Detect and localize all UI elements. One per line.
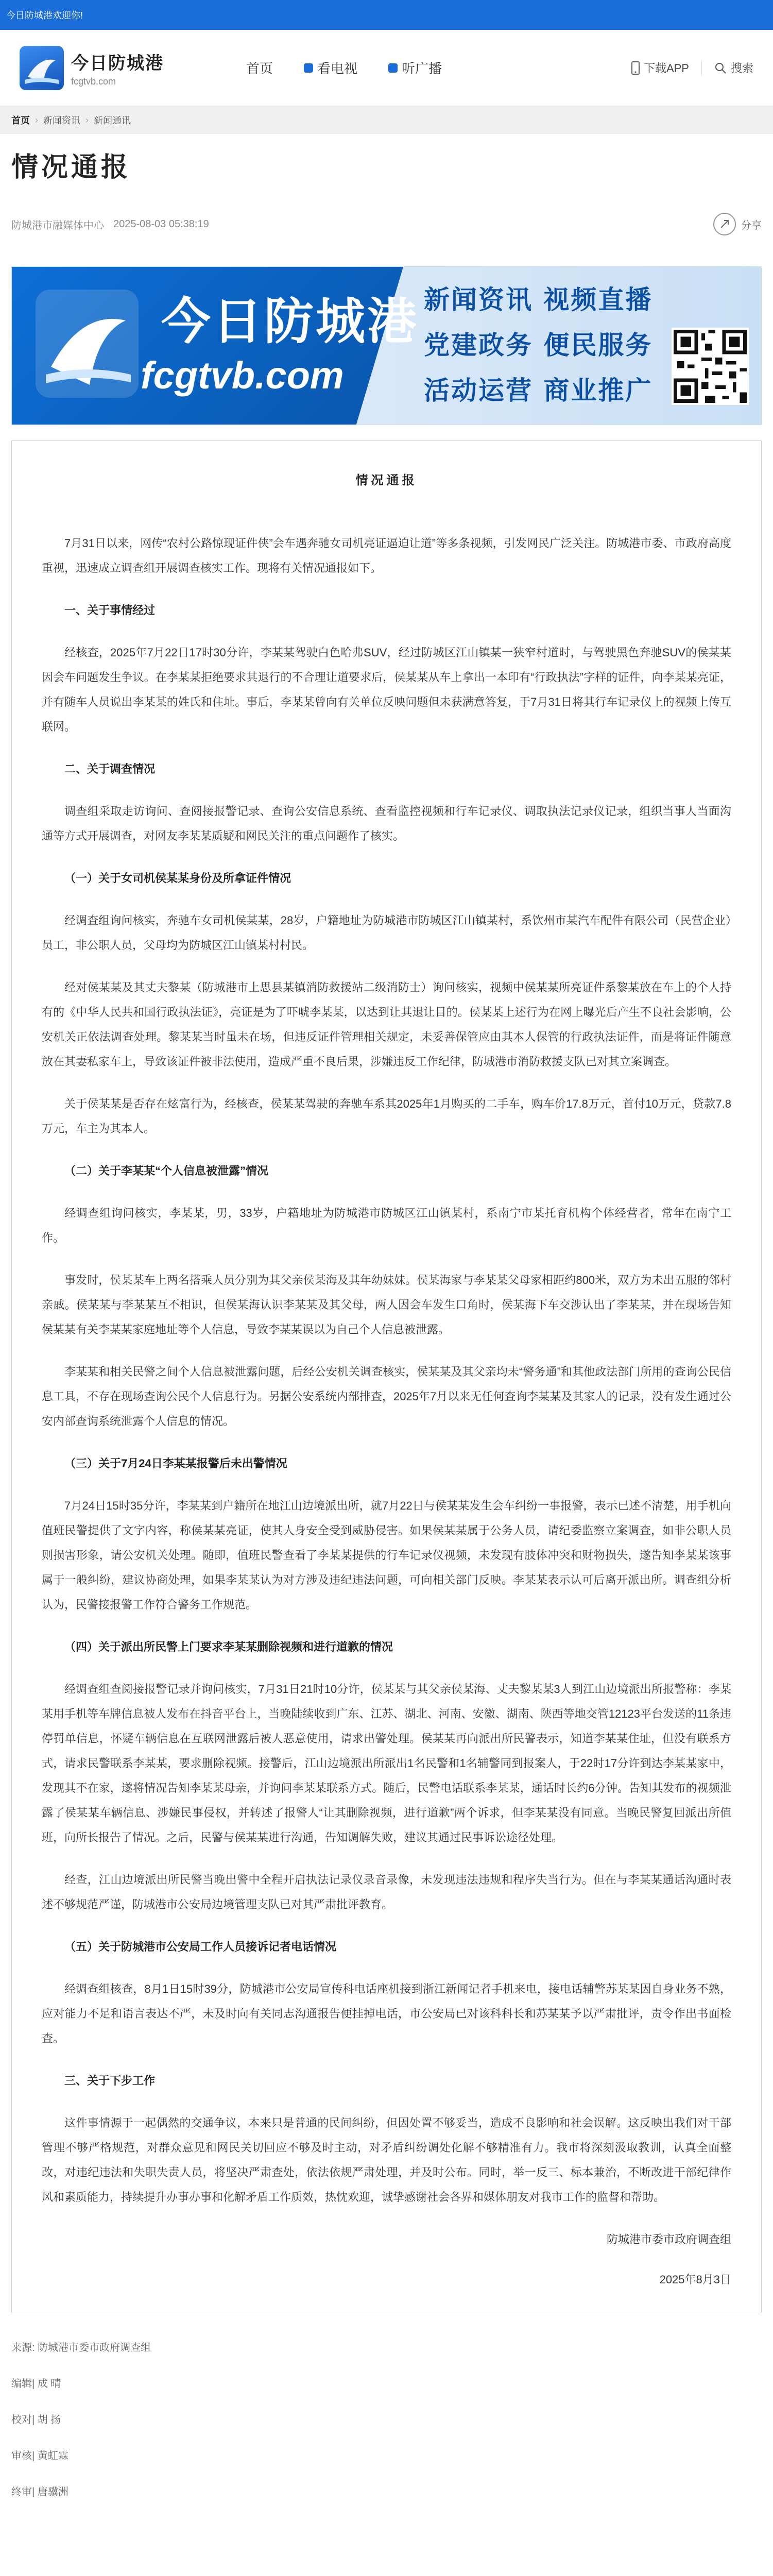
article-paragraph: 李某某和相关民警之间个人信息被泄露问题，后经公安机关调查核实，侯某某及其父亲均未“警务通”和其他政法部门所用的查询公民信息工具，不存在现场查询公民个人信息行为。另据公安系统内部排查，2025年7月以来无任何查询李某某及其家人的记录，没有发生通过公安内部查询系统泄露个人信息的情况。 [42, 1365, 731, 1428]
breadcrumb-home[interactable]: 首页 [11, 115, 30, 126]
radio-icon [388, 63, 398, 73]
site-header [0, 30, 773, 106]
share-button[interactable]: 分享 [713, 213, 762, 235]
chevron-right-icon: › [85, 114, 89, 125]
credit-source: 来源: 防城港市委市政府调查组 [11, 2342, 151, 2353]
article-paragraph: 经调查组询问核实，奔驰车女司机侯某某，28岁，户籍地址为防城港市防城区江山镇某村，系饮州市某汽车配件有限公司（民营企业）员工，非公职人员，父母均为防城区江山镇某村村民。 [42, 914, 731, 952]
credit-reviewer: 审核| 黄虹霖 [11, 2450, 68, 2462]
article-paragraph: 经对侯某某及其丈夫黎某（防城港市上思县某镇消防救援站二级消防士）询问核实，视频中侯某某所亮证件系黎某放在车上的个人持有的《中华人民共和国行政执法证》，亮证是为了吓唬李某某，以达到让其退让目的。侯某某上述行为在网上曝光后产生不良社会影响，公安机关正依法调查处理。黎某某当时虽未在场，但违反证件管理相关规定，未妥善保管应由其本人保管的行政执法证件，而是将证件随意放在其妻私家车上，导致该证件被非法使用，造成严重不良后果，涉嫌违反工作纪律，防城港市消防救援支队已对其立案调查。 [42, 981, 731, 1068]
section-heading: （五）关于防城港市公安局工作人员接诉记者电话情况 [64, 1940, 337, 1953]
banner-slogans [424, 277, 652, 413]
logo-icon [20, 46, 64, 90]
qr-code-icon [672, 328, 749, 405]
nav-radio[interactable]: 听广播 [373, 30, 457, 106]
credit-editor: 编辑| 成 晴 [11, 2378, 61, 2389]
logo-domain: fcgtvb.com [71, 76, 116, 87]
banner-slogan: 新闻资讯 视频直播 [424, 284, 653, 315]
signature-date: 2025年8月3日 [659, 2273, 731, 2286]
breadcrumb-news[interactable]: 新闻资讯 [43, 115, 80, 126]
site-logo[interactable] [20, 46, 164, 90]
banner-title: 今日防城港 [161, 292, 419, 350]
banner-slogan: 党建政务 便民服务 [424, 330, 653, 360]
section-heading: （一）关于女司机侯某某身份及所拿证件情况 [64, 872, 291, 885]
welcome-text: 今日防城港欢迎你! [6, 10, 83, 21]
article-paragraph: 7月24日15时35分许，李某某到户籍所在地江山边境派出所，就7月22日与侯某某发生会车纠纷一事报警，表示已述不清楚，用手机向值班民警提供了文字内容，称侯某某亮证，使其人身安全受到威胁侵害。如果侯某某属于公务人员，请纪委监察立案调查，如非公职人员则损害形象，请公安机关处理。随即，值班民警查看了李某某提供的行车记录仪视频，未发现有肢体冲突和财物损失，遂告知李某某该事属于一般纠纷，建议协商处理，如果李某某认为对方涉及违纪违法问题，可向相关部门反映。李某某表示认可后离开派出所。调查组分析认为，民警接报警工作符合警务工作规范。 [42, 1499, 731, 1611]
article-signature [42, 2227, 731, 2292]
search-button[interactable]: 搜索 [714, 60, 753, 76]
credit-proofreader: 校对| 胡 扬 [11, 2414, 61, 2426]
section-heading: （四）关于派出所民警上门要求李某某删除视频和进行道歉的情况 [64, 1640, 393, 1653]
article-paragraph: 经核查，2025年7月22日17时30分许，李某某驾驶白色哈弗SUV，经过防城区江山镇某一狭窄村道时，与驾驶黑色奔驰SUV的侯某某因会车问题发生争议。在李某某拒绝要求其退行的不合理让道要求后，侯某某从车上拿出一本印有“行政执法”字样的证件，向李某某亮证，并有随车人员说出李某某的姓氏和住址。事后，李某某曾向有关单位反映问题但未获满意答复，于7月31日将其行车记录仪上的视频上传互联网。 [42, 646, 731, 733]
article-paragraph: 经调查组询问核实，李某某，男，33岁，户籍地址为防城港市防城区江山镇某村，系南宁市某托育机构个体经营者，常年在南宁工作。 [42, 1207, 731, 1244]
article-paragraph: 调查组采取走访询问、查阅接报警记录、查询公安信息系统、查看监控视频和行车记录仪、调取执法记录仪记录，组织当事人当面沟通等方式开展调查，对网友李某某质疑和网民关注的重点问题作了核实。 [42, 805, 731, 842]
article-paragraph: 经调查组核查，8月1日15时39分，防城港市公安局宣传科电话座机接到浙江新闻记者手机来电，接电话辅警苏某某因自身业务不熟，应对能力不足和语言表达不严，未及时向有关同志沟通报告便挂掉电话，市公安局已对该科科长和苏某某予以严肃批评，责令作出书面检查。 [42, 1982, 731, 2045]
share-icon [713, 213, 736, 235]
article-paragraph: 关于侯某某是否存在炫富行为，经核查，侯某某驾驶的奔驰车系其2025年1月购买的二手车，购车价17.8万元，首付10万元，贷款7.8万元，车主为其本人。 [42, 1097, 731, 1135]
breadcrumb-news-report[interactable]: 新闻通讯 [94, 115, 131, 126]
article-credits [0, 2313, 773, 2500]
promo-banner[interactable] [11, 266, 762, 425]
tv-icon [304, 63, 313, 73]
article-meta [11, 213, 762, 235]
banner-domain: fcgtvb.com [141, 354, 344, 397]
article-paragraph: 经调查组查阅接报警记录并询问核实，7月31日21时10分许，侯某某与其父亲侯某海、丈夫黎某某3人到江山边境派出所报警称：李某某用手机等车牌信息被人发布在抖音平台上，当晚陆续收到广东、江苏、湖北、河南、安徽、湖南、陕西等地交管12123平台发送的11条违停罚单信息，怀疑车辆信息在互联网泄露后被人恶意使用，请求出警处理。侯某某再向派出所民警表示，知道李某某住址，但没有联系方式，请求民警联系李某某，要求删除视频。接警后，江山边境派出所派出1名民警和1名辅警同到报案人，于22时17分许到达李某某家中，发现其不在家，遂将情况告知李某某母亲，并询问李某某联系方式。随后，民警电话联系李某某，通话时长约6分钟。告知其发布的视频泄露了侯某某车辆信息、涉嫌民事侵权，并转述了报警人“让其删除视频，进行道歉”两个诉求，但李某某没有同意。当晚民警复回派出所值班，向所长报告了情况。之后，民警与侯某某进行沟通，告知调解失败，建议其通过民事诉讼途径处理。 [42, 1683, 731, 1844]
page-title: 情况通报 [11, 152, 131, 182]
article-body [11, 440, 762, 2313]
article-paragraph: 7月31日以来，网传“农村公路惊现证件侠”会车遇奔驰女司机亮证逼迫让道”等多条视频，引发网民广泛关注。防城港市委、市政府高度重视，迅速成立调查组开展调查核实工作。现将有关情况通报如下。 [42, 537, 731, 574]
section-heading: （二）关于李某某“个人信息被泄露”情况 [64, 1164, 269, 1177]
credit-final-reviewer: 终审| 唐骥洲 [11, 2486, 68, 2498]
banner-logo-icon [36, 290, 139, 398]
chevron-right-icon: › [35, 114, 38, 125]
section-heading: （三）关于7月24日李某某报警后未出警情况 [64, 1457, 287, 1470]
banner-slogan: 活动运营 商业推广 [424, 375, 653, 405]
phone-icon [631, 61, 640, 75]
search-icon [714, 62, 727, 74]
article-time: 2025-08-03 05:38:19 [113, 218, 209, 230]
article-paragraph: 事发时，侯某某车上两名搭乘人员分别为其父亲侯某海及其年幼妹妹。侯某海家与李某某父母家相距约800米，双方为未出五服的邻村亲戚。侯某某与李某某互不相识，但侯某海认识李某某及其父母，两人因会车发生口角时，侯某海下车交涉认出了李某某，并在现场告知侯某某有关李某某家庭地址等个人信息，导致李某某误以为自己个人信息被泄露。 [42, 1274, 731, 1336]
nav-home[interactable]: 首页 [246, 61, 273, 76]
section-heading: 三、关于下步工作 [64, 2074, 156, 2087]
download-app-button[interactable]: 下载APP [631, 60, 689, 76]
breadcrumb [0, 106, 773, 134]
header-divider [701, 60, 702, 76]
article-paragraph: 经查，江山边境派出所民警当晚出警中全程开启执法记录仪录音录像，未发现违法违规和程序失当行为。但在与李某某通话沟通时表述不够规范严谨，防城港市公安局边境管理支队已对其严肃批评教育。 [42, 1873, 731, 1911]
section-heading: 二、关于调查情况 [64, 762, 156, 775]
signature-org: 防城港市委市政府调查组 [606, 2233, 731, 2246]
article-paragraph: 这件事情源于一起偶然的交通争议，本来只是普通的民间纠纷，但因处置不够妥当，造成不良影响和社会误解。这反映出我们对干部管理不够严格规范，对群众意见和网民关切回应不够及时主动，对矛盾纠纷调处化解不够精准有力。我市将深刻汲取教训，认真全面整改，对违纪违法和失职失责人员，将坚决严肃查处，依法依规严肃处理，并及时公布。同时，举一反三、标本兼治，不断改进干部纪律作风和素质能力，持续提升办事办事和化解矛盾工作质效，热忱欢迎，诚挚感谢社会各界和媒体朋友对我市工作的监督和帮助。 [42, 2116, 731, 2204]
article-source: 防城港市融媒体中心 [11, 219, 104, 231]
section-heading: 一、关于事情经过 [64, 604, 156, 617]
article-content [42, 531, 731, 2210]
article-heading: 情况通报 [355, 473, 418, 487]
logo-title: 今日防城港 [71, 53, 164, 73]
main-nav [231, 30, 457, 106]
nav-tv[interactable]: 看电视 [288, 30, 373, 106]
top-welcome-bar [0, 0, 773, 30]
